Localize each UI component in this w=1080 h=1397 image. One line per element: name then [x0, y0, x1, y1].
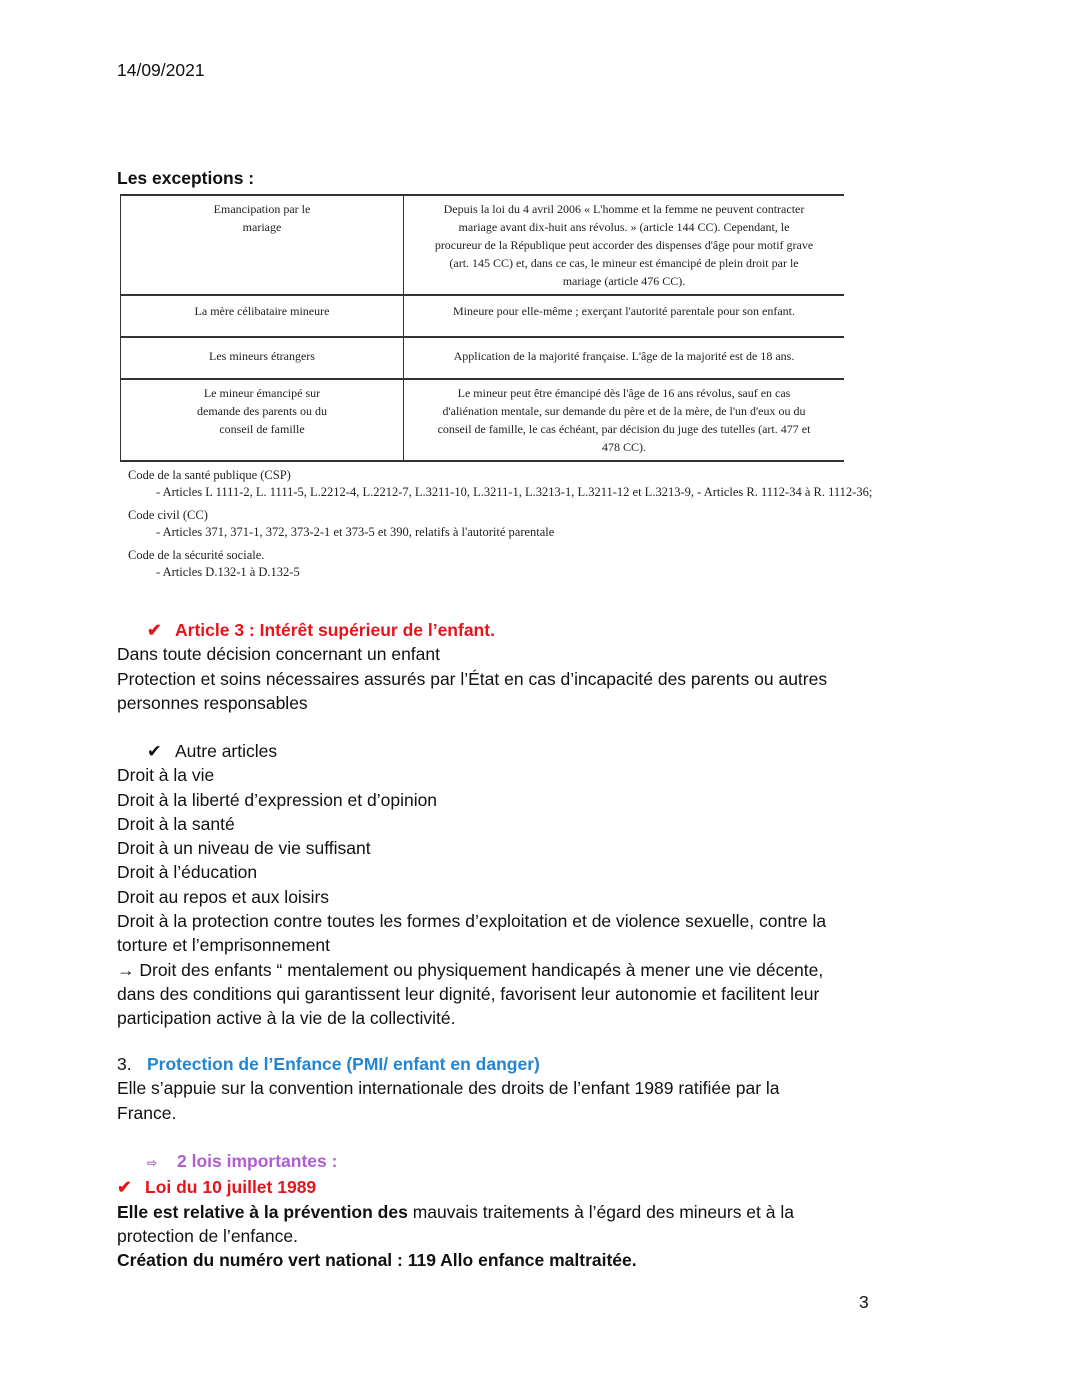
code-articles: - Articles D.132-1 à D.132-5 [156, 564, 300, 579]
article3-heading: ✔ Article 3 : Intérêt supérieur de l’enfant. [117, 618, 877, 642]
list-item: Droit à la santé [117, 813, 235, 834]
code-name: Code de la sécurité sociale. [128, 548, 265, 562]
table-cell-case: Emancipation par le mariage [121, 195, 404, 295]
table-cell-case: Les mineurs étrangers [121, 337, 404, 379]
code-name: Code civil (CC) [128, 508, 208, 522]
paragraph-line: Elle est relative à la prévention des mauvais traitements à l’égard des mineurs et à la [117, 1201, 794, 1222]
paragraph-line: Elle s’appuie sur la convention internationale des droits de l’enfant 1989 ratifiée par la [117, 1078, 780, 1099]
header-date: 14/09/2021 [117, 60, 205, 80]
article3-section [117, 618, 877, 715]
table-cell-detail: Depuis la loi du 4 avril 2006 « L'homme et la femme ne peuvent contracter mariage avant dix-huit ans révolus. » (article 144 CC). Cependant, le procureur de la République peut accorder des dispenses d'âge pour motif grave (art. 145 CC) et, dans ce cas, le mineur est émancipé de plein droit par le mariage (article 476 CC). [404, 195, 845, 295]
other-articles-heading: ✔ Autre articles [117, 739, 877, 763]
list-item: Droit au repos et aux loisirs [117, 886, 330, 907]
check-icon: ✔ [117, 1177, 132, 1198]
other-articles-section [117, 739, 877, 1031]
code-articles: - Articles 371, 371-1, 372, 373-2-1 et 373-5 et 390, relatifs à l'autorité parentale [156, 524, 555, 539]
paragraph-line: Création du numéro vert national : 119 Allo enfance maltraitée. [117, 1250, 637, 1271]
list-item: dans des conditions qui garantissent leur dignité, favorisent leur autonomie et facilitent leur [117, 983, 820, 1004]
table-row [121, 337, 845, 379]
table-cell-detail: Le mineur peut être émancipé dès l'âge de 16 ans révolus, sauf en cas d'aliénation mentale, sur demande du père et de la mère, de l'un d'eux ou du conseil de famille, le cas échéant, par décision du juge des tutelles (art. 477 et 478 CC). [404, 379, 845, 461]
sub-heading: ⇨ 2 lois importantes : [117, 1149, 877, 1175]
law-heading: ✔ Loi du 10 juillet 1989 [117, 1175, 877, 1199]
arrow-right-icon: ⇨ [147, 1156, 158, 1171]
list-item: Droit à la vie [117, 765, 215, 786]
list-item: Droit à la protection contre toutes les formes d’exploitation et de violence sexuelle, contre la [117, 911, 827, 932]
table-row [121, 295, 845, 337]
list-item: Droit à un niveau de vie suffisant [117, 838, 371, 859]
list-item: Droit à la liberté d’expression et d’opinion [117, 789, 438, 810]
paragraph-line: Protection et soins nécessaires assurés par l’État en cas d’incapacité des parents ou autres [117, 668, 828, 689]
list-item: Droit à l’éducation [117, 862, 258, 883]
paragraph-line: protection de l’enfance. [117, 1226, 298, 1247]
paragraph-line: Dans toute décision concernant un enfant [117, 644, 440, 665]
table-cell-case: Le mineur émancipé sur demande des parents ou du conseil de famille [121, 379, 404, 461]
section3 [117, 1052, 877, 1273]
legal-codes-list [128, 467, 872, 580]
paragraph-line: personnes responsables [117, 692, 308, 713]
check-icon: ✔ [147, 620, 162, 640]
paragraph-line: France. [117, 1102, 177, 1123]
code-articles: - Articles L 1111-2, L. 1111-5, L.2212-4, L.2212-7, L.3211-10, L.3211-1, L.3213-1, L.3211-12 et L.3213-9, - Articles R. 1112-34 à R. 1112-36; [156, 484, 873, 499]
table-row [121, 379, 845, 461]
table-cell-detail: Mineure pour elle-même ; exerçant l'autorité parentale pour son enfant. [404, 295, 845, 337]
code-name: Code de la santé publique (CSP) [128, 468, 291, 482]
check-icon: ✔ [147, 741, 162, 761]
table-cell-detail: Application de la majorité française. L'âge de la majorité est de 18 ans. [404, 337, 845, 379]
list-item: participation active à la vie de la collectivité. [117, 1008, 456, 1029]
section3-heading: 3. Protection de l’Enfance (PMI/ enfant en danger) [117, 1054, 540, 1074]
table-row [121, 195, 845, 295]
table-cell-case: La mère célibataire mineure [121, 295, 404, 337]
list-item: → Droit des enfants “ mentalement ou physiquement handicapés à mener une vie décente, [117, 959, 824, 980]
list-item: torture et l’emprisonnement [117, 935, 331, 956]
page-number: 3 [859, 1292, 869, 1312]
exceptions-table [120, 194, 844, 462]
exceptions-heading: Les exceptions : [117, 168, 255, 188]
